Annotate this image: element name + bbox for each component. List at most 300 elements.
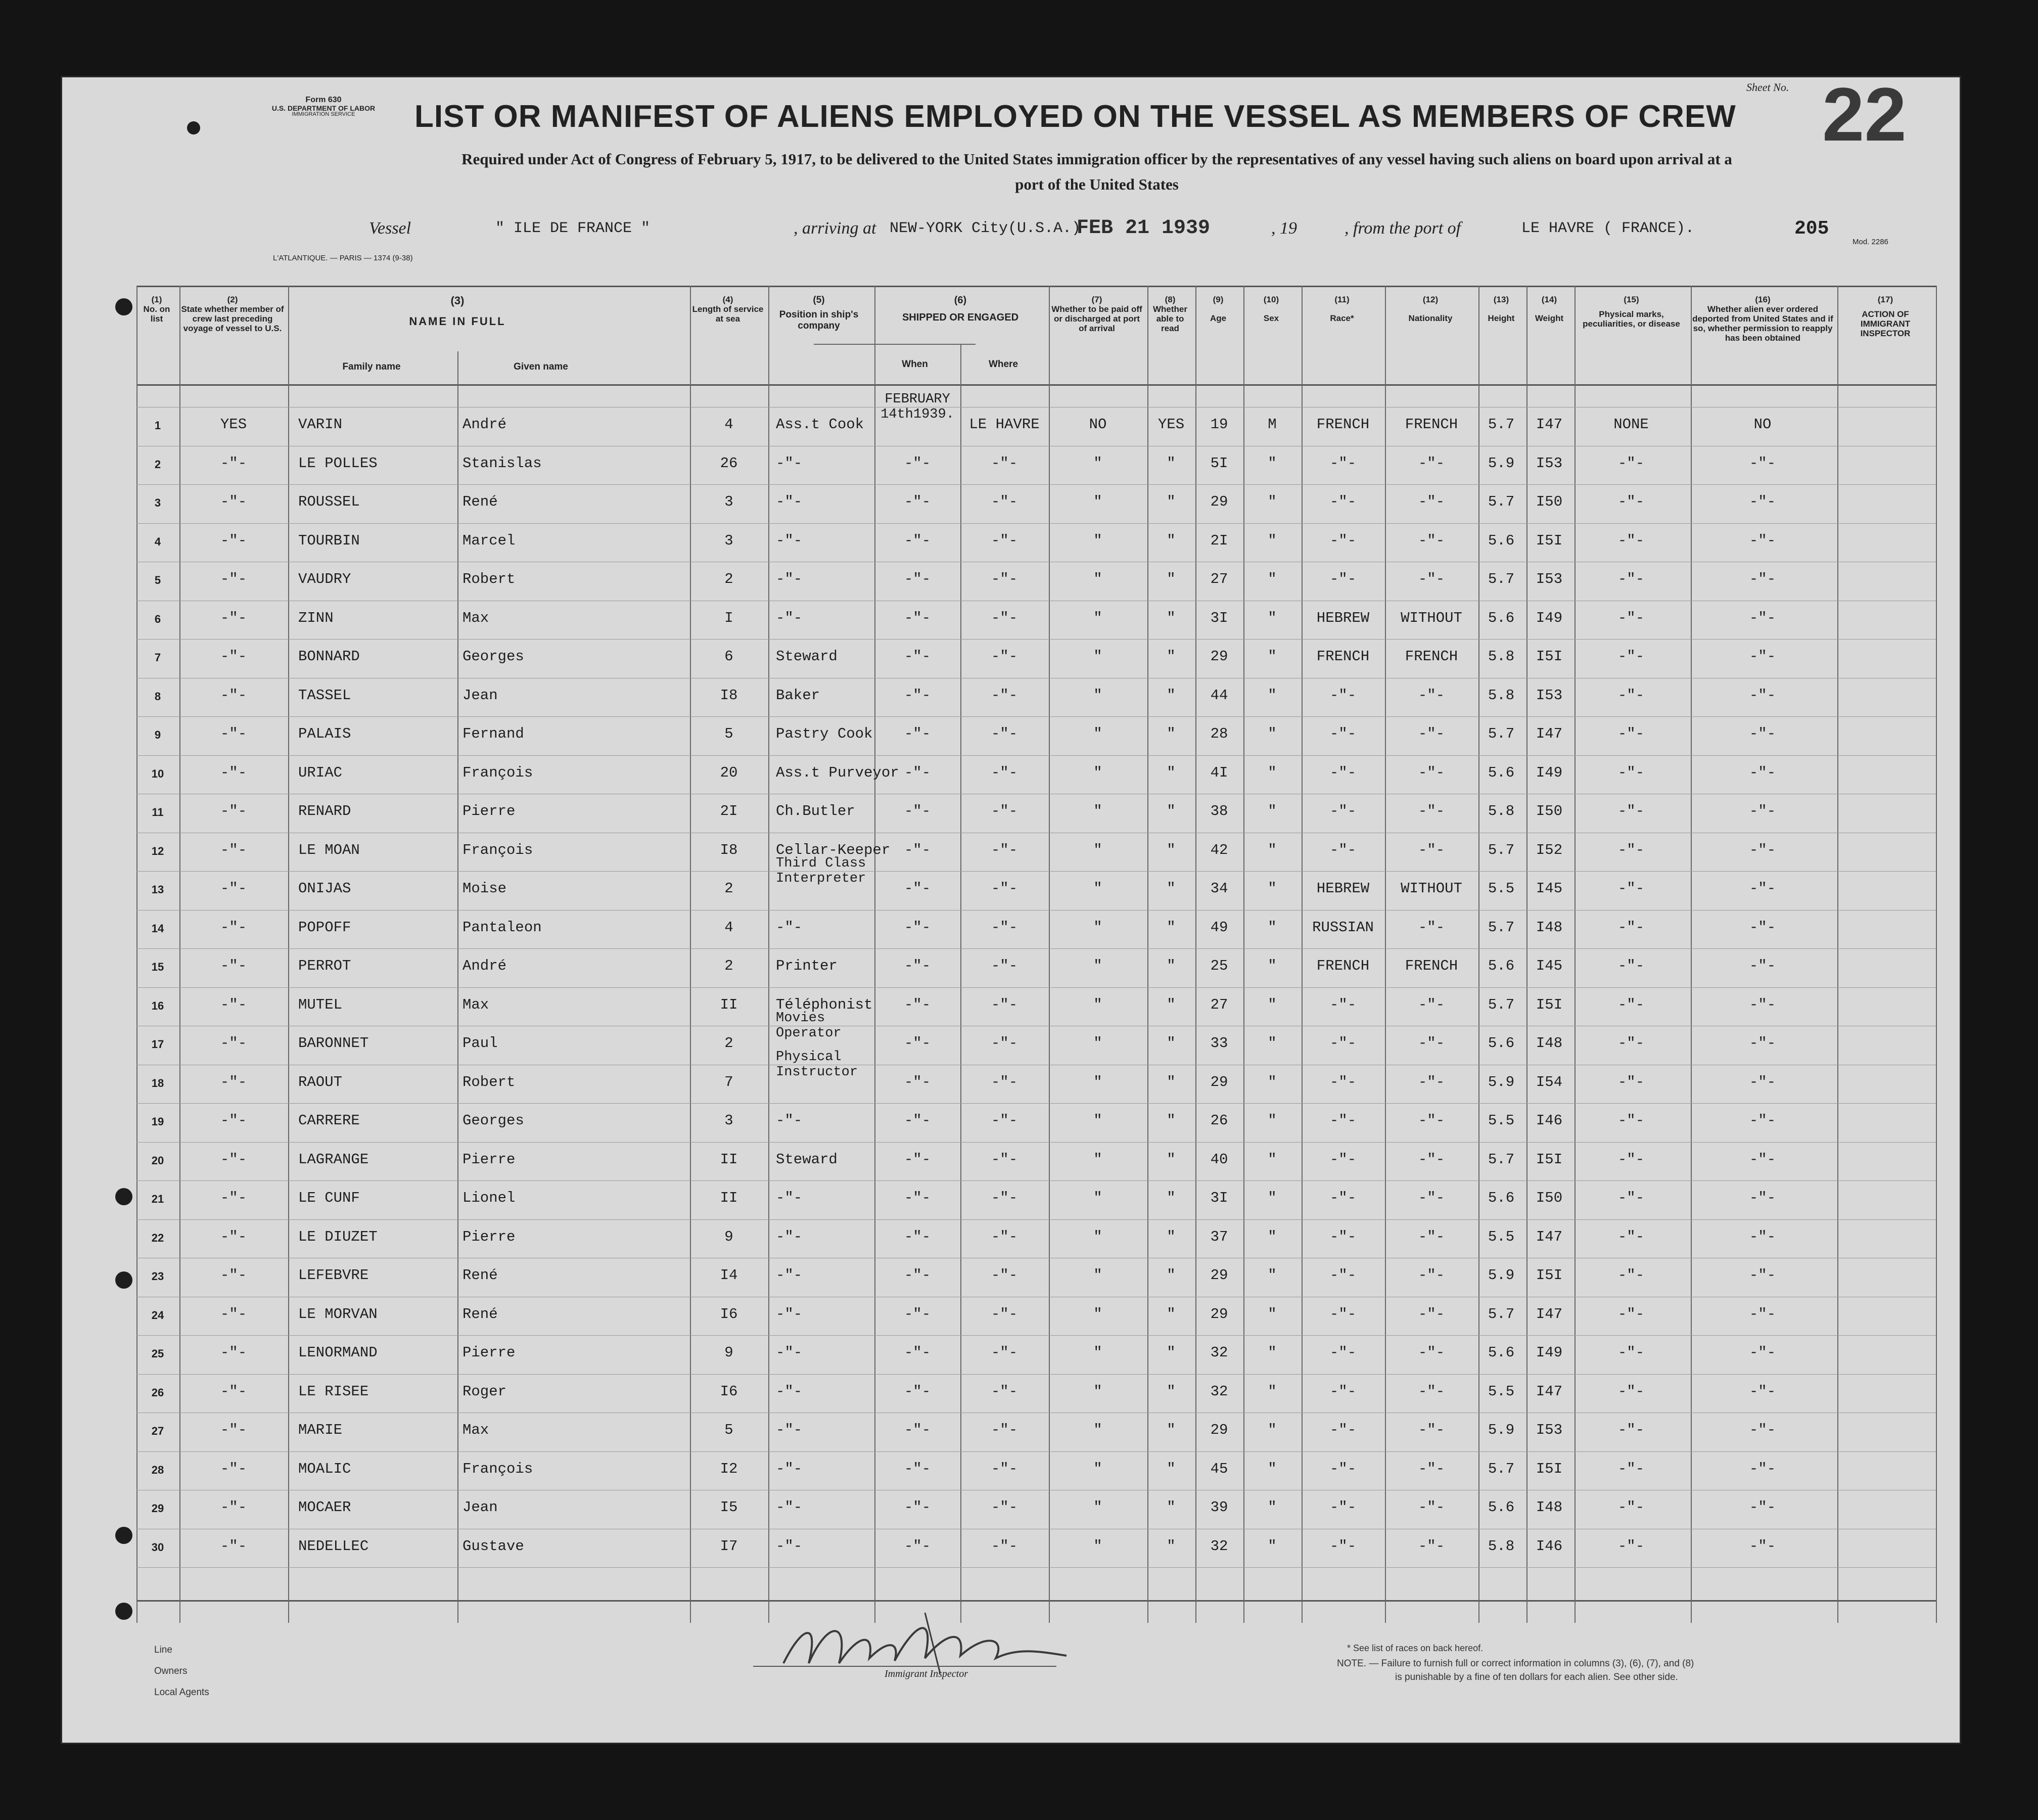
col-head-3: (3) NAME IN FULL xyxy=(409,294,506,328)
cell-prev: -"- xyxy=(220,1073,247,1090)
cell-position: Steward xyxy=(776,1151,838,1168)
cell-given: Pierre xyxy=(462,1344,516,1361)
cell-read: " xyxy=(1167,1112,1176,1129)
cell-sex: M xyxy=(1268,416,1277,433)
cell-nat: -"- xyxy=(1418,454,1445,472)
cell-family: ZINN xyxy=(298,609,334,626)
cell-height: 5.9 xyxy=(1488,454,1515,472)
cell-read: " xyxy=(1167,1422,1176,1438)
cell-given: François xyxy=(462,764,533,781)
column-rule xyxy=(960,344,961,1623)
cell-position: -"- xyxy=(776,1267,803,1284)
cell-service: 9 xyxy=(724,1344,733,1361)
cell-where: -"- xyxy=(991,687,1018,704)
cell-paid: NO xyxy=(1089,416,1107,433)
cell-given: Pierre xyxy=(462,1228,516,1245)
column-rule xyxy=(1385,286,1386,1623)
cell-read: " xyxy=(1167,1305,1176,1323)
cell-no: 25 xyxy=(151,1347,164,1360)
cell-when: -"- xyxy=(904,1035,931,1052)
cell-given: André xyxy=(462,416,507,433)
cell-weight: I50 xyxy=(1536,1190,1563,1206)
cell-when: -"- xyxy=(904,880,931,897)
cell-weight: I47 xyxy=(1536,1383,1563,1400)
cell-height: 5.8 xyxy=(1488,687,1515,704)
cell-when: -"- xyxy=(904,996,931,1013)
cell-position: -"- xyxy=(776,1305,803,1323)
cell-prev: -"- xyxy=(220,958,247,974)
column-rule xyxy=(136,286,137,1623)
punch-hole xyxy=(115,1188,132,1205)
cell-read: YES xyxy=(1157,416,1185,433)
cell-given: Georges xyxy=(462,648,524,665)
cell-position: -"- xyxy=(776,1112,803,1129)
cell-no: 4 xyxy=(154,535,161,548)
cell-paid: " xyxy=(1093,1112,1102,1129)
cell-nat: -"- xyxy=(1418,919,1445,936)
cell-family: RAOUT xyxy=(298,1073,343,1090)
cell-given: Pierre xyxy=(462,803,516,820)
cell-paid: " xyxy=(1093,648,1102,665)
cell-race: -"- xyxy=(1329,687,1357,704)
cell-height: 5.6 xyxy=(1488,532,1515,549)
cell-position: -"- xyxy=(776,1422,803,1438)
cell-nat: FRENCH xyxy=(1405,958,1458,974)
cell-sex: " xyxy=(1268,1151,1277,1168)
cell-prev: -"- xyxy=(220,996,247,1013)
cell-when: -"- xyxy=(904,841,931,858)
cell-nat: -"- xyxy=(1418,1228,1445,1245)
required-line-2: port of the United States xyxy=(1015,175,1179,193)
cell-sex: " xyxy=(1268,919,1277,936)
cell-service: 5 xyxy=(724,1422,733,1438)
cell-position: Ch.Butler xyxy=(776,803,855,820)
cell-sex: " xyxy=(1268,648,1277,665)
cell-prev: -"- xyxy=(220,1305,247,1323)
cell-paid: " xyxy=(1093,1073,1102,1090)
cell-age: 38 xyxy=(1210,803,1228,820)
cell-no: 16 xyxy=(151,999,164,1012)
cell-marks: -"- xyxy=(1617,1537,1645,1555)
cell-paid: " xyxy=(1093,1228,1102,1245)
cell-deported: -"- xyxy=(1749,958,1776,974)
cell-height: 5.7 xyxy=(1488,571,1515,587)
cell-weight: I53 xyxy=(1536,454,1563,472)
col-head-16: (16) Whether alien ever ordered deported from United States and if so, whether permission to reapply has been obtained xyxy=(1692,295,1833,343)
cell-prev: -"- xyxy=(220,532,247,549)
column-rule xyxy=(1936,286,1937,1623)
cell-deported: -"- xyxy=(1749,493,1776,510)
cell-when: -"- xyxy=(904,1228,931,1245)
cell-service: 7 xyxy=(724,1073,733,1090)
column-rule xyxy=(1478,286,1479,1623)
line-label: Line xyxy=(154,1645,172,1655)
cell-paid: " xyxy=(1093,454,1102,472)
cell-deported: -"- xyxy=(1749,803,1776,820)
cell-when: -"- xyxy=(904,725,931,742)
cell-height: 5.9 xyxy=(1488,1073,1515,1090)
cell-marks: -"- xyxy=(1617,1383,1645,1400)
cell-no: 22 xyxy=(151,1231,164,1244)
cell-height: 5.8 xyxy=(1488,648,1515,665)
family-name-subhead: Family name xyxy=(342,361,401,372)
cell-height: 5.7 xyxy=(1488,1460,1515,1477)
cell-weight: I54 xyxy=(1536,1073,1563,1090)
cell-where: -"- xyxy=(991,1267,1018,1284)
cell-weight: I53 xyxy=(1536,1422,1563,1438)
cell-nat: -"- xyxy=(1418,532,1445,549)
cell-sex: " xyxy=(1268,996,1277,1013)
given-name-subhead: Given name xyxy=(514,361,568,372)
cell-given: Pantaleon xyxy=(462,919,542,936)
col-head-1: (1) No. on list xyxy=(143,295,170,324)
cell-prev: -"- xyxy=(220,1460,247,1477)
vessel-name: " ILE DE FRANCE " xyxy=(495,220,651,237)
cell-prev: -"- xyxy=(220,1537,247,1555)
cell-where: -"- xyxy=(991,1190,1018,1206)
cell-where: -"- xyxy=(991,1383,1018,1400)
cell-weight: I49 xyxy=(1536,609,1563,626)
cell-read: " xyxy=(1167,1073,1176,1090)
cell-height: 5.6 xyxy=(1488,609,1515,626)
cell-marks: -"- xyxy=(1617,648,1645,665)
cell-sex: " xyxy=(1268,1383,1277,1400)
cell-weight: I53 xyxy=(1536,571,1563,587)
cell-prev: -"- xyxy=(220,1228,247,1245)
cell-paid: " xyxy=(1093,1537,1102,1555)
cell-when: -"- xyxy=(904,1422,931,1438)
cell-race: -"- xyxy=(1329,1460,1357,1477)
cell-marks: NONE xyxy=(1613,416,1649,433)
cell-family: LE POLLES xyxy=(298,454,378,472)
cell-where: -"- xyxy=(991,1035,1018,1052)
cell-sex: " xyxy=(1268,532,1277,549)
cell-age: 5I xyxy=(1210,454,1228,472)
cell-position: Ass.t Purveyor xyxy=(776,764,899,781)
cell-height: 5.5 xyxy=(1488,1112,1515,1129)
row-rule xyxy=(136,1142,1936,1143)
cell-family: LE MOAN xyxy=(298,841,360,858)
cell-nat: WITHOUT xyxy=(1401,609,1462,626)
cell-paid: " xyxy=(1093,919,1102,936)
cell-where: -"- xyxy=(991,609,1018,626)
arrival-date-stamp: FEB 21 1939 xyxy=(1077,217,1211,240)
cell-when: -"- xyxy=(904,1383,931,1400)
cell-position: -"- xyxy=(776,1537,803,1555)
cell-marks: -"- xyxy=(1617,958,1645,974)
cell-when: -"- xyxy=(904,687,931,704)
cell-when: -"- xyxy=(904,454,931,472)
cell-where: -"- xyxy=(991,648,1018,665)
cell-where: -"- xyxy=(991,1151,1018,1168)
cell-no: 14 xyxy=(151,922,164,935)
cell-no: 13 xyxy=(151,883,164,896)
cell-age: 4I xyxy=(1210,764,1228,781)
cell-deported: -"- xyxy=(1749,1460,1776,1477)
cell-nat: -"- xyxy=(1418,1537,1445,1555)
cell-age: 29 xyxy=(1210,1073,1228,1090)
cell-position: -"- xyxy=(776,1344,803,1361)
cell-when: -"- xyxy=(904,919,931,936)
cell-no: 3 xyxy=(154,496,161,509)
cell-where: -"- xyxy=(991,919,1018,936)
col-head-9: (9) Age xyxy=(1210,295,1227,324)
col-head-13: (13) Height xyxy=(1488,295,1515,324)
cell-nat: -"- xyxy=(1418,1267,1445,1284)
cell-nat: -"- xyxy=(1418,1073,1445,1090)
row-rule xyxy=(136,910,1936,911)
col-head-7: (7) Whether to be paid off or discharged at port of arrival xyxy=(1051,295,1142,334)
cell-race: FRENCH xyxy=(1316,416,1370,433)
cell-deported: -"- xyxy=(1749,1422,1776,1438)
cell-marks: -"- xyxy=(1617,1228,1645,1245)
row-rule xyxy=(136,1374,1936,1375)
cell-paid: " xyxy=(1093,609,1102,626)
cell-deported: -"- xyxy=(1749,725,1776,742)
cell-paid: " xyxy=(1093,803,1102,820)
cell-family: RENARD xyxy=(298,803,351,820)
cell-weight: I5I xyxy=(1536,1267,1563,1284)
cell-family: LE MORVAN xyxy=(298,1305,378,1323)
cell-given: Roger xyxy=(462,1383,507,1400)
cell-read: " xyxy=(1167,764,1176,781)
cell-deported: -"- xyxy=(1749,648,1776,665)
cell-height: 5.7 xyxy=(1488,919,1515,936)
cell-age: 33 xyxy=(1210,1035,1228,1052)
cell-deported: NO xyxy=(1753,416,1772,433)
row-rule xyxy=(136,523,1936,524)
table-bottom-rule xyxy=(136,1600,1936,1602)
cell-read: " xyxy=(1167,1035,1176,1052)
cell-nat: -"- xyxy=(1418,764,1445,781)
cell-age: 19 xyxy=(1210,416,1228,433)
manifest-number: 205 xyxy=(1794,218,1829,240)
cell-prev: -"- xyxy=(220,454,247,472)
col-head-5: (5) Position in ship's company xyxy=(779,295,859,331)
cell-age: 28 xyxy=(1210,725,1228,742)
cell-read: " xyxy=(1167,571,1176,587)
header-bottom-rule xyxy=(136,384,1936,386)
cell-where: -"- xyxy=(991,1112,1018,1129)
cell-prev: -"- xyxy=(220,1035,247,1052)
cell-family: URIAC xyxy=(298,764,343,781)
row-rule xyxy=(136,987,1936,988)
cell-weight: I48 xyxy=(1536,919,1563,936)
cell-given: François xyxy=(462,841,533,858)
vessel-line xyxy=(369,219,1885,244)
cell-given: Robert xyxy=(462,1073,516,1090)
cell-read: " xyxy=(1167,1499,1176,1516)
cell-race: FRENCH xyxy=(1316,648,1370,665)
cell-read: " xyxy=(1167,803,1176,820)
cell-service: 3 xyxy=(724,1112,733,1129)
cell-when: -"- xyxy=(904,1499,931,1516)
cell-service: II xyxy=(720,1151,738,1168)
col-head-8: (8) Whether able to read xyxy=(1153,295,1187,334)
cell-height: 5.7 xyxy=(1488,996,1515,1013)
cell-height: 5.7 xyxy=(1488,416,1515,433)
cell-age: 27 xyxy=(1210,996,1228,1013)
cell-position: -"- xyxy=(776,532,803,549)
cell-position: Printer xyxy=(776,958,838,974)
sheet-number: 22 xyxy=(1822,72,1907,157)
cell-given: Max xyxy=(462,1422,489,1438)
cell-deported: -"- xyxy=(1749,1305,1776,1323)
cell-service: 9 xyxy=(724,1228,733,1245)
cell-age: 2I xyxy=(1210,532,1228,549)
cell-weight: I47 xyxy=(1536,1228,1563,1245)
cell-read: " xyxy=(1167,454,1176,472)
cell-height: 5.9 xyxy=(1488,1267,1515,1284)
cell-sex: " xyxy=(1268,841,1277,858)
row-rule xyxy=(136,639,1936,640)
cell-nat: -"- xyxy=(1418,1151,1445,1168)
cell-paid: " xyxy=(1093,1267,1102,1284)
cell-sex: " xyxy=(1268,571,1277,587)
cell-deported: -"- xyxy=(1749,609,1776,626)
cell-weight: I50 xyxy=(1536,493,1563,510)
cell-family: ONIJAS xyxy=(298,880,351,897)
cell-age: 29 xyxy=(1210,1305,1228,1323)
cell-weight: I5I xyxy=(1536,648,1563,665)
cell-deported: -"- xyxy=(1749,1190,1776,1206)
cell-sex: " xyxy=(1268,1267,1277,1284)
cell-family: TASSEL xyxy=(298,687,351,704)
service-label: IMMIGRATION SERVICE xyxy=(292,111,355,118)
cell-nat: -"- xyxy=(1418,1344,1445,1361)
cell-paid: " xyxy=(1093,1422,1102,1438)
cell-age: 29 xyxy=(1210,1267,1228,1284)
cell-height: 5.6 xyxy=(1488,1190,1515,1206)
cell-sex: " xyxy=(1268,725,1277,742)
cell-position: -"- xyxy=(776,1228,803,1245)
cell-no: 28 xyxy=(151,1463,164,1476)
cell-nat: -"- xyxy=(1418,1035,1445,1052)
cell-given: René xyxy=(462,493,498,510)
cell-family: MOCAER xyxy=(298,1499,351,1516)
cell-deported: -"- xyxy=(1749,1073,1776,1090)
cell-height: 5.7 xyxy=(1488,493,1515,510)
cell-marks: -"- xyxy=(1617,532,1645,549)
cell-service: I2 xyxy=(720,1460,738,1477)
cell-position: Steward xyxy=(776,648,838,665)
cell-when: -"- xyxy=(904,1190,931,1206)
column-rule xyxy=(179,286,180,1623)
row-rule xyxy=(136,871,1936,872)
cell-race: -"- xyxy=(1329,803,1357,820)
cell-marks: -"- xyxy=(1617,803,1645,820)
cell-service: I8 xyxy=(720,841,738,858)
cell-height: 5.6 xyxy=(1488,764,1515,781)
cell-read: " xyxy=(1167,958,1176,974)
cell-where: -"- xyxy=(991,1499,1018,1516)
table-top-rule xyxy=(136,286,1936,287)
cell-read: " xyxy=(1167,648,1176,665)
cell-service: I6 xyxy=(720,1383,738,1400)
cell-marks: -"- xyxy=(1617,996,1645,1013)
cell-position: Cellar-Keeper xyxy=(776,841,891,858)
cell-deported: -"- xyxy=(1749,571,1776,587)
cell-position: -"- xyxy=(776,1190,803,1206)
cell-position: -"- xyxy=(776,609,803,626)
cell-deported: -"- xyxy=(1749,1537,1776,1555)
cell-marks: -"- xyxy=(1617,1035,1645,1052)
cell-height: 5.7 xyxy=(1488,841,1515,858)
form-header xyxy=(258,96,389,118)
cell-deported: -"- xyxy=(1749,1228,1776,1245)
cell-race: -"- xyxy=(1329,1305,1357,1323)
cell-age: 3I xyxy=(1210,609,1228,626)
cell-age: 32 xyxy=(1210,1344,1228,1361)
cell-family: ROUSSEL xyxy=(298,493,360,510)
cell-service: 2I xyxy=(720,803,738,820)
cell-paid: " xyxy=(1093,1035,1102,1052)
cell-prev: -"- xyxy=(220,687,247,704)
cell-position: -"- xyxy=(776,454,803,472)
col-head-11: (11) Race* xyxy=(1330,295,1354,324)
cell-height: 5.7 xyxy=(1488,725,1515,742)
cell-read: " xyxy=(1167,841,1176,858)
cell-given: René xyxy=(462,1305,498,1323)
cell-where: -"- xyxy=(991,1537,1018,1555)
cell-prev: -"- xyxy=(220,1151,247,1168)
cell-weight: I46 xyxy=(1536,1112,1563,1129)
column-rule xyxy=(1837,286,1838,1623)
row-rule xyxy=(136,484,1936,485)
cell-marks: -"- xyxy=(1617,571,1645,587)
cell-sex: " xyxy=(1268,454,1277,472)
cell-deported: -"- xyxy=(1749,841,1776,858)
cell-read: " xyxy=(1167,1228,1176,1245)
cell-position: Movies Operator xyxy=(776,1011,842,1041)
cell-read: " xyxy=(1167,1383,1176,1400)
cell-prev: -"- xyxy=(220,841,247,858)
cell-height: 5.8 xyxy=(1488,1537,1515,1555)
cell-given: Gustave xyxy=(462,1537,524,1555)
sheet-label: Sheet No. xyxy=(1746,81,1789,94)
cell-paid: " xyxy=(1093,1190,1102,1206)
cell-given: Jean xyxy=(462,1499,498,1516)
cell-where: -"- xyxy=(991,1073,1018,1090)
cell-deported: -"- xyxy=(1749,880,1776,897)
cell-race: -"- xyxy=(1329,532,1357,549)
cell-family: VARIN xyxy=(298,416,343,433)
cell-race: -"- xyxy=(1329,493,1357,510)
cell-race: -"- xyxy=(1329,1151,1357,1168)
cell-deported: -"- xyxy=(1749,919,1776,936)
cell-race: -"- xyxy=(1329,1537,1357,1555)
cell-no: 2 xyxy=(154,458,161,471)
cell-deported: -"- xyxy=(1749,764,1776,781)
cell-deported: -"- xyxy=(1749,996,1776,1013)
arriving-label: , arriving at xyxy=(794,219,876,238)
cell-race: -"- xyxy=(1329,571,1357,587)
punch-hole xyxy=(115,1603,132,1620)
cell-where: -"- xyxy=(991,493,1018,510)
cell-where: LE HAVRE xyxy=(969,416,1040,433)
cell-no: 27 xyxy=(151,1425,164,1437)
row-rule xyxy=(136,1335,1936,1336)
cell-age: 29 xyxy=(1210,648,1228,665)
cell-height: 5.9 xyxy=(1488,1422,1515,1438)
cell-when: -"- xyxy=(904,532,931,549)
cell-marks: -"- xyxy=(1617,1344,1645,1361)
cell-race: -"- xyxy=(1329,1499,1357,1516)
cell-service: II xyxy=(720,1190,738,1206)
cell-weight: I5I xyxy=(1536,532,1563,549)
cell-sex: " xyxy=(1268,1035,1277,1052)
cell-weight: I49 xyxy=(1536,1344,1563,1361)
